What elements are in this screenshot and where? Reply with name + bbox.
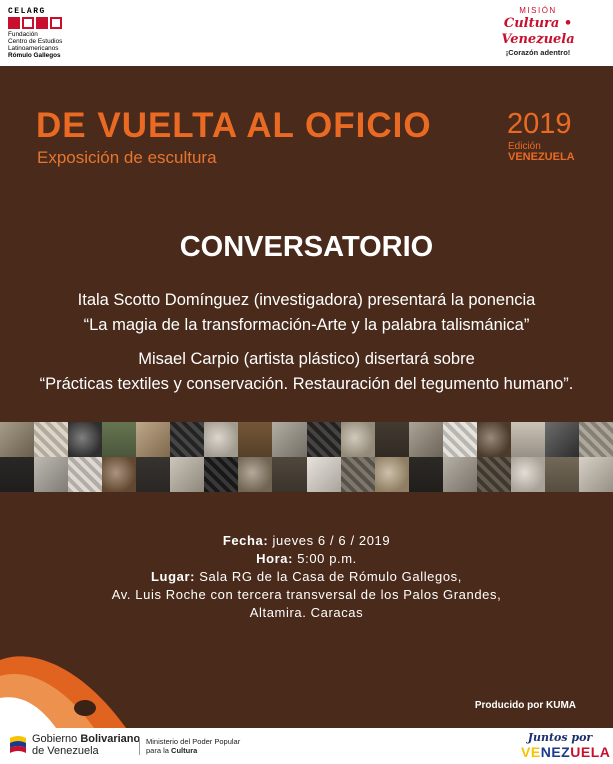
mosaic-tile: [477, 457, 512, 492]
decorative-orange-swoosh: [0, 654, 130, 728]
mosaic-tile: [68, 457, 103, 492]
ministry-logo: [139, 737, 240, 755]
mosaic-tile: [34, 422, 69, 457]
address-line: Av. Luis Roche con tercera transversal de los Palos Grandes,: [111, 587, 502, 602]
mosaic-tile: [0, 457, 35, 492]
mosaic-tile: [307, 457, 342, 492]
address-line: Altamira. Caracas: [249, 605, 364, 620]
mosaic-tile: [238, 457, 273, 492]
event-time: [0, 550, 613, 567]
mosaic-tile: [204, 422, 239, 457]
mosaic-tile: [102, 457, 137, 492]
mosaic-tile: [409, 422, 444, 457]
paragraph-line: Misael Carpio (artista plástico) disertará sobre: [138, 350, 475, 368]
event-date: [0, 532, 613, 549]
gobierno-line1: [32, 733, 140, 745]
event-heading: CONVERSATORIO: [179, 231, 434, 263]
mosaic-tile: [443, 457, 478, 492]
paragraph-line: Itala Scotto Domínguez (investigadora) presentará la ponencia: [77, 291, 536, 309]
mosaic-tile: [375, 422, 410, 457]
ministry-line1: Ministerio del Poder Popular: [146, 737, 241, 746]
celarg-line: Centro de Estudios: [8, 38, 63, 45]
event-place: [0, 568, 613, 585]
mision-cultura-logo: [473, 6, 603, 58]
ministry-line2: [146, 746, 240, 755]
mosaic-tile: [238, 422, 273, 457]
mosaic-tile: [477, 422, 512, 457]
gobierno-logo: [8, 733, 140, 757]
paragraph-line: “Prácticas textiles y conservación. Restauración del tegumento humano”.: [39, 375, 574, 393]
bottom-logo-bar: [0, 728, 613, 764]
mision-name: Cultura • Venezuela: [501, 16, 575, 47]
mosaic-tile: [307, 422, 342, 457]
mosaic-tile: [545, 457, 580, 492]
mosaic-tile: [204, 457, 239, 492]
juntos-line2: VENEZUELA: [521, 744, 611, 760]
mosaic-tile: [136, 457, 171, 492]
gobierno-bold: Bolivariano: [80, 733, 141, 745]
celarg-line: Rómulo Gallegos: [8, 52, 61, 59]
mosaic-tile: [511, 422, 546, 457]
mosaic-tile: [272, 422, 307, 457]
juntos-line1: Juntos por: [527, 731, 593, 744]
mision-top: MISIÓN: [519, 6, 557, 15]
mosaic-tile: [136, 422, 171, 457]
edition-label: Edición: [508, 141, 541, 152]
mosaic-tile: [579, 457, 613, 492]
gobierno-line2: de Venezuela: [32, 745, 99, 757]
produced-prefix: Producido por: [474, 700, 544, 711]
celarg-mark-icon: [8, 17, 78, 29]
place-label: Lugar:: [151, 569, 196, 584]
celarg-line: Fundación: [8, 31, 38, 38]
mosaic-tile: [0, 422, 35, 457]
date-value: jueves 6 / 6 / 2019: [272, 533, 391, 548]
ministry-prefix: para la: [146, 746, 169, 755]
produced-by: [475, 700, 576, 711]
date-label: Fecha:: [222, 533, 269, 548]
mosaic-tile: [170, 457, 205, 492]
gobierno-prefix: Gobierno: [32, 733, 78, 745]
place-value: Sala RG de la Casa de Rómulo Gallegos,: [199, 569, 462, 584]
sculpture-photo-mosaic: [0, 422, 613, 492]
mosaic-tile: [341, 422, 376, 457]
edition-country: VENEZUELA: [508, 151, 575, 163]
exhibition-title: DE VUELTA AL OFICIO: [36, 106, 432, 145]
celarg-line: Latinoamericanos: [8, 45, 59, 52]
celarg-acronym: CELARG: [8, 7, 46, 16]
mision-slogan: ¡Corazón adentro!: [505, 48, 571, 57]
time-value: 5:00 p.m.: [297, 551, 357, 566]
time-label: Hora:: [256, 551, 294, 566]
ministry-bold: Cultura: [171, 746, 198, 755]
mosaic-tile: [545, 422, 580, 457]
mosaic-tile: [341, 457, 376, 492]
mosaic-tile: [102, 422, 137, 457]
mosaic-tile: [272, 457, 307, 492]
mosaic-tile: [409, 457, 444, 492]
producer-name: KUMA: [546, 700, 576, 711]
mosaic-tile: [579, 422, 613, 457]
celarg-logo: [8, 7, 78, 59]
mosaic-tile: [443, 422, 478, 457]
venezuela-flag-icon: [8, 734, 28, 756]
mosaic-tile: [511, 457, 546, 492]
mosaic-tile: [170, 422, 205, 457]
exhibition-subtitle: Exposición de escultura: [37, 148, 217, 167]
main-panel: [0, 66, 613, 728]
top-logo-bar: [0, 0, 613, 66]
mosaic-tile: [34, 457, 69, 492]
mosaic-tile: [375, 457, 410, 492]
juntos-por-venezuela-logo: [521, 731, 611, 760]
mosaic-tile: [68, 422, 103, 457]
paragraph-line: “La magia de la transformación-Arte y la palabra talismánica”: [83, 316, 530, 334]
exhibition-year: 2019: [507, 108, 572, 140]
